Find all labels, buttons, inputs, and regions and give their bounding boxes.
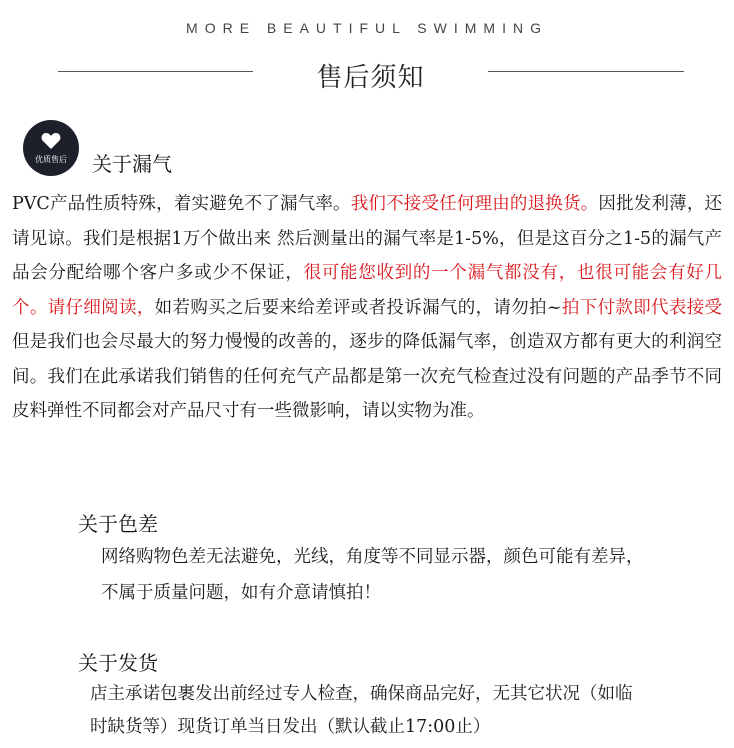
color-line-2: 不属于质量问题，如有介意请慎拍！ [101, 583, 381, 603]
leak-text-4-highlight: 很可能您收到的一个漏气都没有，也很可能会有好几个。 [12, 263, 722, 318]
leak-text-2-highlight: 我们不接受任何理由的退换货。 [350, 194, 599, 214]
leak-paragraph [12, 187, 722, 429]
leak-text-3: 因批发利薄，还请见谅。我们是根据1万个做出来 然后测量出的漏气率是1-5%，但是这百分之1-5的漏气产品会分配给哪个客户多或少不保证， [12, 194, 723, 283]
leak-text-5-highlight: 请仔细阅读， [47, 297, 155, 318]
shipping-heading: 关于发货 [78, 651, 158, 675]
divider-left [58, 71, 253, 72]
heart-icon [41, 132, 61, 150]
shipping-line-2: 时缺货等）现货订单当日发出（默认截止17:00止） [90, 717, 491, 737]
leak-text-7-highlight: 拍下付款即代表接受 [561, 297, 723, 318]
leak-text-8: 但是我们也会尽最大的努力慢慢的改善的，逐步的降低漏气率，创造双方都有更大的利润空间。我们在此承诺我们销售的任何充气产品都是第一次充气检查过没有问题的产品季节不同皮料弹性不同都会对产品尺寸有一些微影响，请以实物为准。 [12, 332, 722, 421]
after-sales-badge [23, 120, 79, 176]
page-title: 售后须知 [316, 63, 425, 93]
leak-text-6: 如若购买之后要来给差评或者投诉漏气的，请勿拍~ [154, 297, 562, 318]
badge-label: 优质售后 [35, 155, 67, 164]
divider-right [488, 71, 684, 72]
tagline: MORE BEAUTIFUL SWIMMING [186, 20, 548, 36]
color-heading: 关于色差 [78, 512, 158, 536]
leak-heading: 关于漏气 [92, 152, 172, 176]
shipping-line-1: 店主承诺包裹发出前经过专人检查，确保商品完好，无其它状况（如临 [90, 684, 633, 704]
leak-text-1: PVC产品性质特殊，着实避免不了漏气率。 [12, 194, 351, 214]
color-line-1: 网络购物色差无法避免，光线，角度等不同显示器，颜色可能有差异， [101, 547, 644, 567]
